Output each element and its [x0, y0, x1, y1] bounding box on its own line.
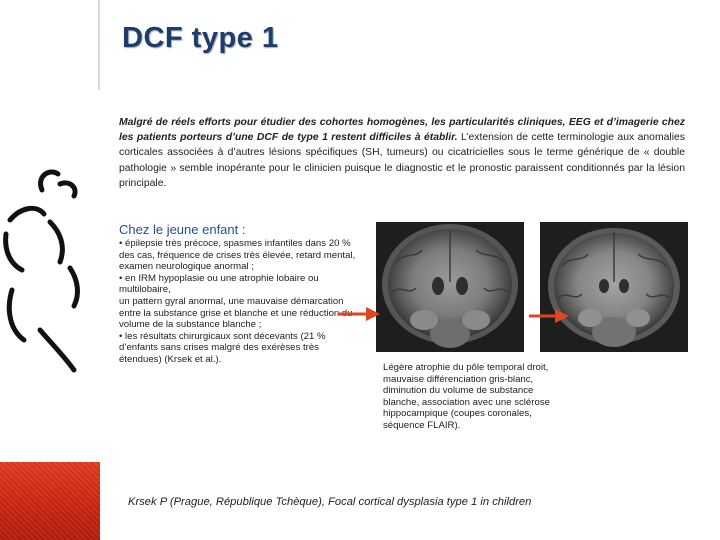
running-figure-icon: [0, 160, 100, 460]
mri-coronal-image-2: [540, 222, 688, 352]
list-item: • en IRM hypoplasie ou une atrophie lobaire ou multilobaire,: [119, 272, 319, 296]
intro-rest: L’extension de cette terminologie aux anomalies corticales associées à d’autres lésions spécifiques (SH, tumeurs) ou cicatricielles sous le terme générique de « double pathologie » semble inopérante pour le clinicien puisque le diagnostic et le pronostic paraissent conditionnés par la lésion principale.: [119, 132, 685, 189]
reference-citation: Krsek P (Prague, République Tchèque), Focal cortical dysplasia type 1 in children: [128, 496, 532, 508]
mri-caption: Légère atrophie du pôle temporal droit, mauvaise différenciation gris-blanc, diminution du volume de substance blanche, association avec une sclérose hippocampique (coupes coronales, séquence FLAIR).: [383, 362, 550, 431]
mri-coronal-image-1: [376, 222, 524, 352]
list-item: entre la substance grise et blanche et une réduction du volume de la substance blanche ;: [119, 307, 353, 331]
child-section-list: [119, 238, 364, 366]
band-separator: [98, 0, 100, 90]
list-item: • les résultats chirurgicaux sont décevants (21 % d’enfants sans crises malgré des exérèses très étendues) (Krsek et al.).: [119, 330, 326, 365]
list-item: • épilepsie très précoce, spasmes infantiles dans 20 % des cas, fréquence de crises très élevée, retard mental, examen neurologique anormal ;: [119, 238, 356, 273]
red-block-texture: [0, 462, 100, 540]
slide-title: DCF type 1: [122, 22, 279, 54]
arrow-right-icon: [336, 304, 382, 324]
child-section-heading: Chez le jeune enfant :: [119, 222, 246, 237]
list-item: un pattern gyral anormal, une mauvaise démarcation: [119, 295, 344, 307]
brand-red-block: [0, 462, 100, 540]
intro-paragraph: [119, 115, 685, 191]
arrow-right-icon: [527, 306, 571, 326]
intro-emphasis: Malgré de réels efforts pour étudier des cohortes homogènes, les particularités cliniques, EEG et d’imagerie chez les patients porteurs d’une DCF de type 1 restent difficiles à établir.: [119, 117, 685, 144]
